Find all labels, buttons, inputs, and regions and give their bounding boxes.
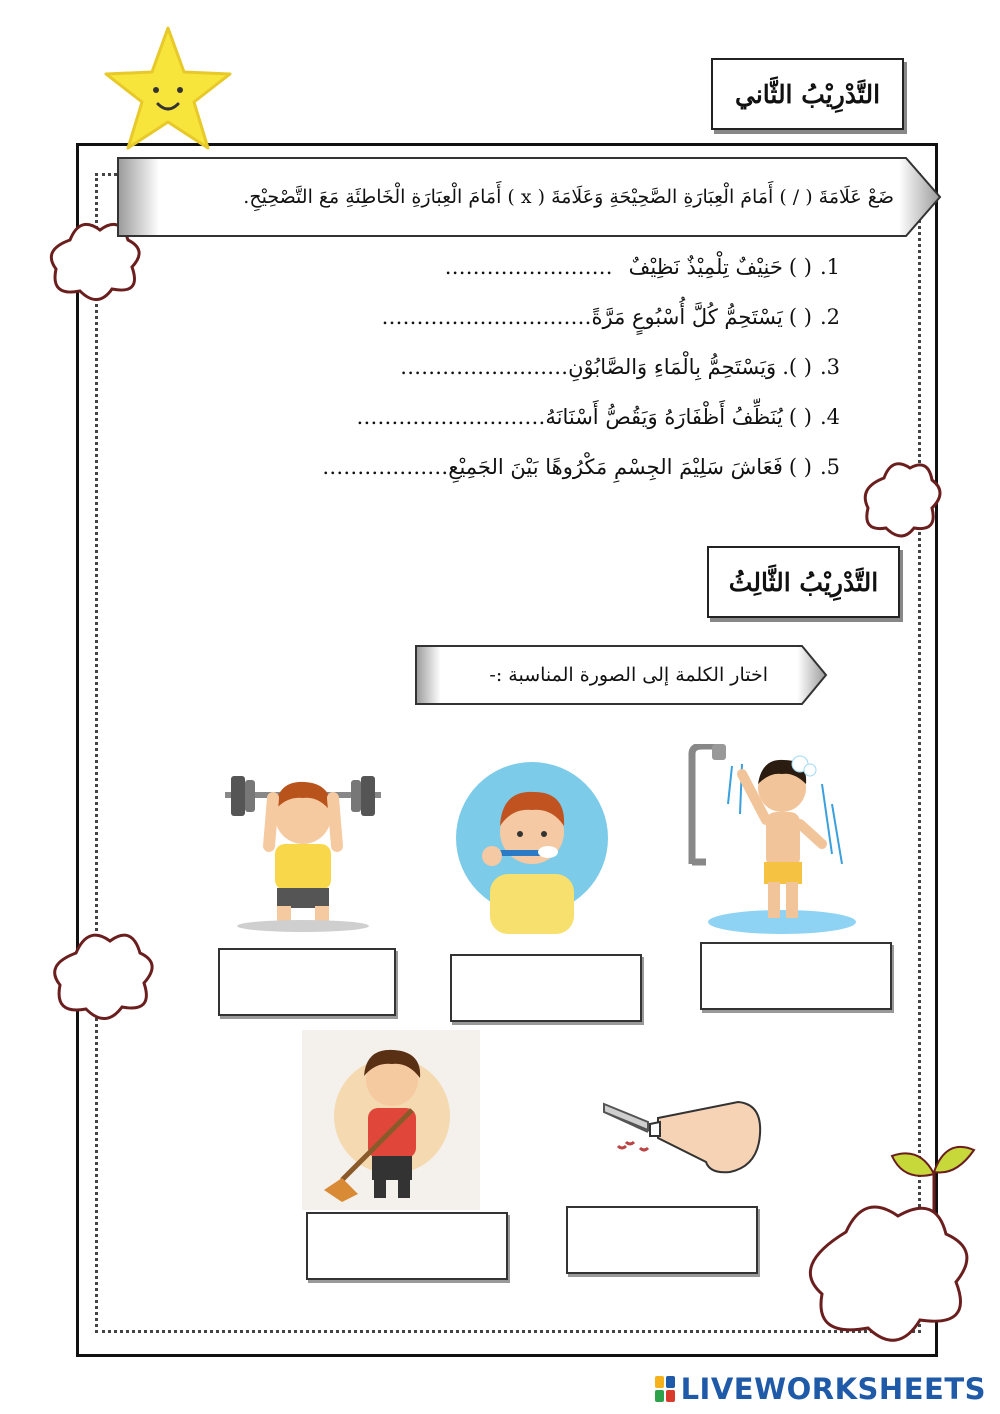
cloud-icon <box>44 915 164 1035</box>
statement-row <box>322 455 840 505</box>
statement-row <box>322 305 840 355</box>
statement-row <box>322 405 840 455</box>
statement-number: 2. <box>819 305 840 329</box>
answer-box[interactable] <box>218 948 396 1016</box>
answer-box[interactable] <box>700 942 892 1010</box>
answer-box[interactable] <box>566 1206 758 1274</box>
statement-row <box>322 355 840 405</box>
smiling-star-icon <box>98 22 238 162</box>
cutting-fingernails-icon <box>598 1084 764 1180</box>
boy-sweeping-icon <box>302 1030 480 1210</box>
correction-line[interactable]: …………………… <box>444 255 613 279</box>
exercise-3-title: التَّدْرِيْبُ الثَّالِثُ <box>707 546 900 618</box>
statement-text: يَسْتَحِمُّ كُلَّ أُسْبُوعٍ مَرَّةً <box>591 305 783 329</box>
answer-box[interactable] <box>306 1212 508 1280</box>
exercise-2-instruction-banner <box>116 156 942 238</box>
statement-number: 5. <box>819 455 840 479</box>
statement-number: 3. <box>819 355 840 379</box>
liveworksheets-logo[interactable] <box>655 1372 986 1406</box>
exercise-2-title: التَّدْرِيْبُ الثَّاني <box>711 58 904 130</box>
cloud-icon <box>862 448 942 548</box>
statement-list <box>322 255 840 505</box>
answer-blank[interactable]: ( ) <box>788 455 812 479</box>
boy-showering-icon <box>682 744 860 936</box>
answer-box[interactable] <box>450 954 642 1022</box>
answer-blank[interactable]: ( ) <box>788 305 812 329</box>
correction-line[interactable]: ……………… <box>322 455 449 479</box>
boy-lifting-weights-icon <box>215 744 390 934</box>
exercise-3-instruction-text: اختار الكلمة إلى الصورة المناسبة :- <box>489 664 768 686</box>
statement-row <box>322 255 840 305</box>
answer-blank[interactable]: ( ) <box>788 255 812 279</box>
statement-text: حَنِيْفٌ تِلْمِيْذٌ نَظِيْفٌ <box>628 255 783 279</box>
logo-text: LIVEWORKSHEETS <box>680 1372 986 1406</box>
answer-blank[interactable]: ( ). <box>782 355 812 379</box>
statement-text: يُنَظِّفُ أَظْفَارَهُ وَيَقُصُّ أَسْنَانَهُ <box>545 405 783 429</box>
correction-line[interactable]: …………………… <box>400 355 569 379</box>
correction-line[interactable]: ……………………… <box>356 405 546 429</box>
correction-line[interactable]: ………………………… <box>381 305 592 329</box>
boy-brushing-teeth-icon <box>456 756 610 934</box>
exercise-2-instruction-text: ضَعْ عَلَامَةَ ( / ) أَمَامَ الْعِبَارَةِ الصَّحِيْحَةِ وَعَلَامَةَ ( x ) أَمَامَ الْعِبَارَةِ الْخَاطِئَةِ مَعَ التَّصْحِيْحِ. <box>243 186 894 208</box>
statement-number: 1. <box>819 255 840 279</box>
exercise-3-instruction-banner <box>414 644 828 706</box>
statement-text: وَيَسْتَحِمُّ بِالْمَاءِ وَالصَّابُوْنِ <box>568 355 777 379</box>
statement-number: 4. <box>819 405 840 429</box>
sprout-leaves-icon <box>884 1132 984 1222</box>
statement-text: فَعَاشَ سَلِيْمَ الجِسْمِ مَكْرُوهًا بَيْنَ الجَمِيْعِ <box>448 455 783 479</box>
answer-blank[interactable]: ( ) <box>788 405 812 429</box>
liveworksheets-logo-icon <box>655 1376 675 1402</box>
